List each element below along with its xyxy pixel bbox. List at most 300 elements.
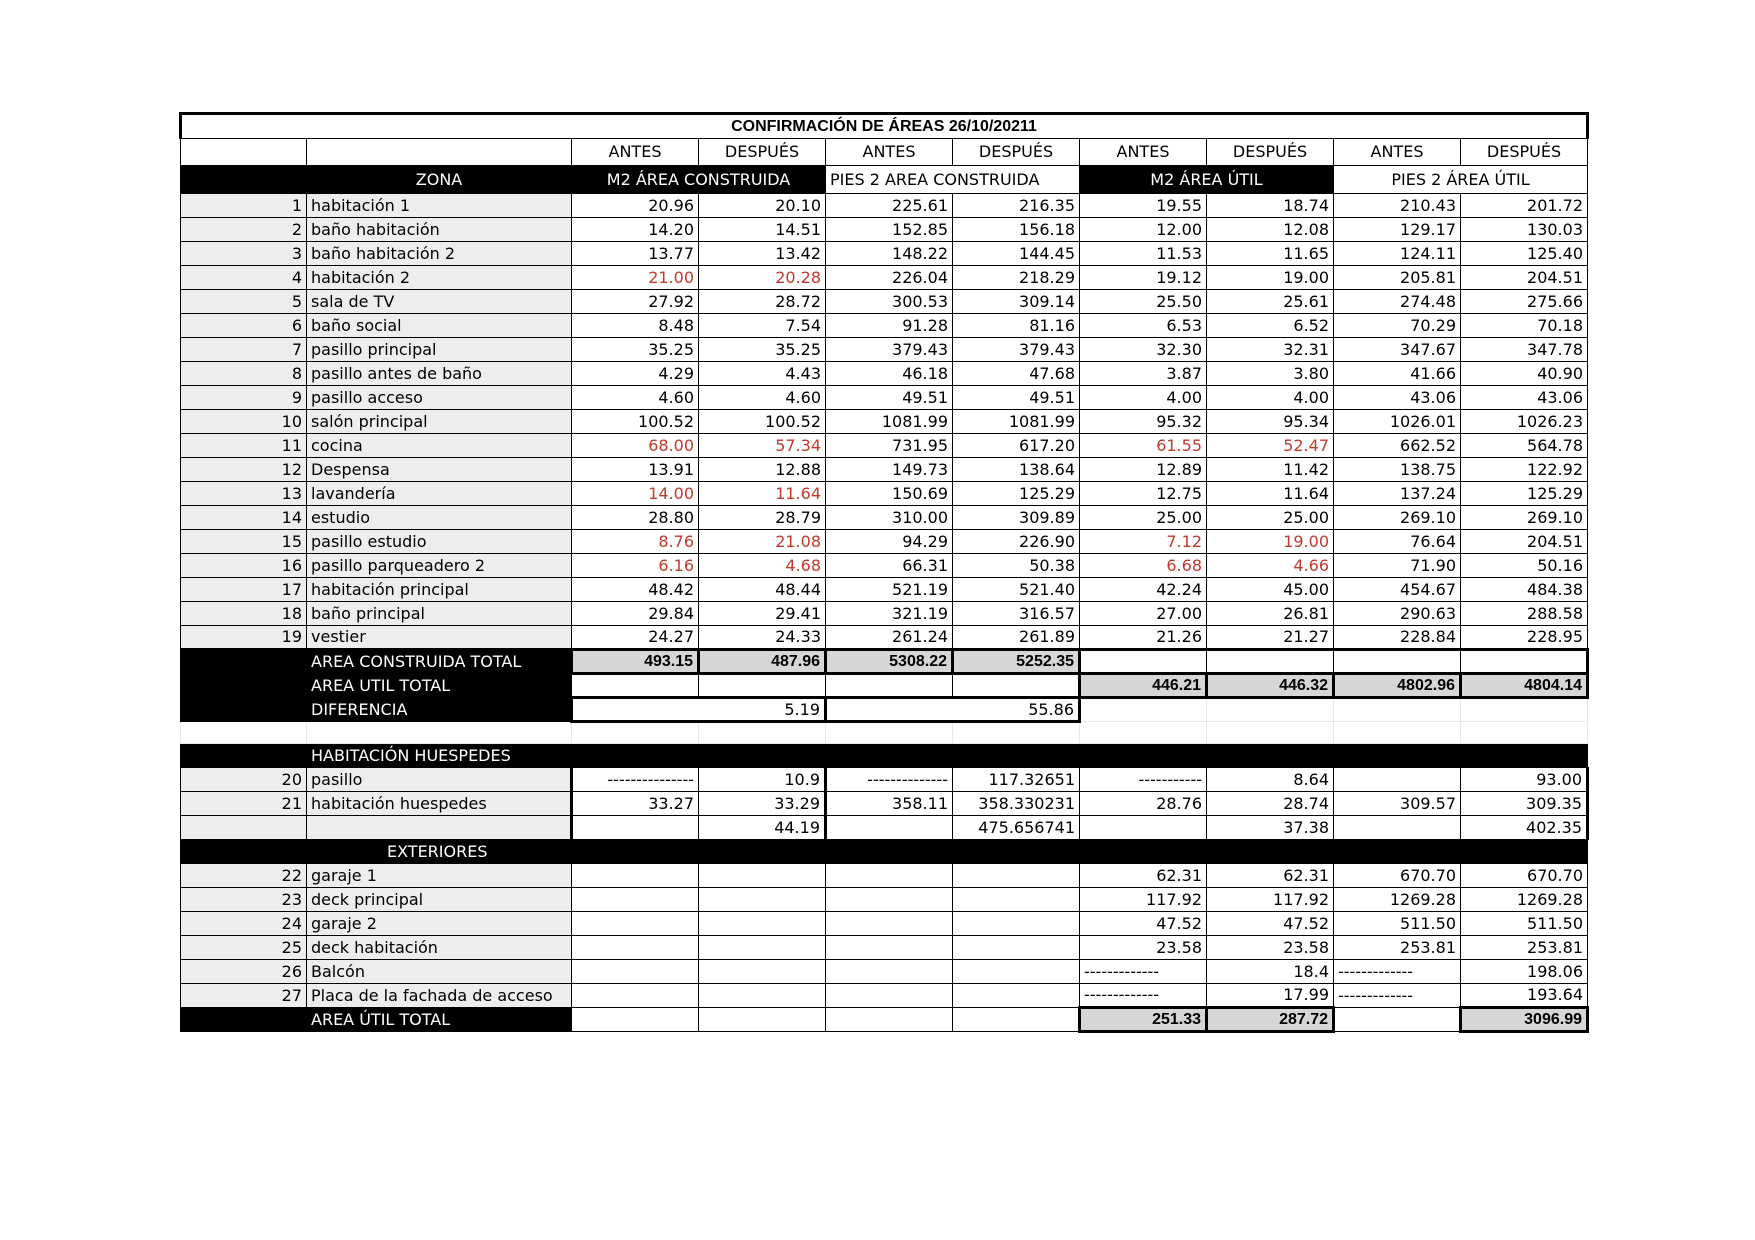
cell-m2util-despues: 8.64: [1207, 768, 1334, 792]
cell-piesutil-despues: 93.00: [1461, 768, 1588, 792]
header-despues: DESPUÉS: [1461, 139, 1588, 166]
cell-pies-antes: 66.31: [826, 554, 953, 578]
cell-m2-antes: 8.48: [572, 314, 699, 338]
cell-m2-despues: 100.52: [699, 410, 826, 434]
cell-m2util-despues: 18.4: [1207, 960, 1334, 984]
cell-piesutil-despues: 40.90: [1461, 362, 1588, 386]
table-row: [181, 554, 1588, 578]
row-number: 21: [181, 792, 307, 816]
cell-pies-antes: 49.51: [826, 386, 953, 410]
table-row: [181, 768, 1588, 792]
cell-m2-despues: [699, 912, 826, 936]
table-row: [181, 338, 1588, 362]
section-header-huespedes: [181, 744, 1588, 768]
empty-cell: [826, 674, 953, 698]
cell-pies-despues: 81.16: [953, 314, 1080, 338]
util-total-m2-antes: 446.21: [1080, 674, 1207, 698]
cell-pies-despues: 1081.99: [953, 410, 1080, 434]
zone-name: estudio: [307, 506, 572, 530]
cell-pies-antes: 379.43: [826, 338, 953, 362]
cell-m2-despues: [699, 936, 826, 960]
cell-m2util-antes: 12.00: [1080, 218, 1207, 242]
header-pies-util: PIES 2 ÁREA ÚTIL: [1334, 166, 1588, 194]
cell-m2-despues: 7.54: [699, 314, 826, 338]
cell-pies-antes: 148.22: [826, 242, 953, 266]
zone-name: pasillo principal: [307, 338, 572, 362]
cell-m2util-antes: 25.00: [1080, 506, 1207, 530]
table-row: [181, 530, 1588, 554]
zone-name: baño social: [307, 314, 572, 338]
cell-m2-despues: 24.33: [699, 626, 826, 650]
table-row: [181, 792, 1588, 816]
table-row: [181, 888, 1588, 912]
cell-m2-antes: 100.52: [572, 410, 699, 434]
cell-pies-despues: [953, 936, 1080, 960]
cell-m2util-antes: 32.30: [1080, 338, 1207, 362]
header-antes: ANTES: [572, 139, 699, 166]
table-row: [181, 242, 1588, 266]
cell-m2-antes: 28.80: [572, 506, 699, 530]
row-number: 22: [181, 864, 307, 888]
cell-m2util-despues: 19.00: [1207, 266, 1334, 290]
zone-name: deck principal: [307, 888, 572, 912]
empty-cell: [1461, 698, 1588, 722]
group-header-row: [181, 166, 1588, 194]
section-blank: [181, 840, 307, 864]
cell-m2-antes: 6.16: [572, 554, 699, 578]
table-row: [181, 434, 1588, 458]
diferencia-m2: 5.19: [572, 698, 826, 722]
cell-m2util-antes: -----------: [1080, 768, 1207, 792]
cell-m2-despues: 4.60: [699, 386, 826, 410]
row-number: 24: [181, 912, 307, 936]
cell-m2-antes: 27.92: [572, 290, 699, 314]
cell-piesutil-antes: 269.10: [1334, 506, 1461, 530]
cell-pies-despues: 309.14: [953, 290, 1080, 314]
cell-m2util-despues: 37.38: [1207, 816, 1334, 840]
empty-cell: [953, 1008, 1080, 1032]
cell-piesutil-antes: 124.11: [1334, 242, 1461, 266]
construida-total-m2-despues: 487.96: [699, 650, 826, 674]
cell-piesutil-despues: 1026.23: [1461, 410, 1588, 434]
cell-m2util-antes: -------------: [1080, 984, 1207, 1008]
cell-m2util-despues: 11.42: [1207, 458, 1334, 482]
cell-m2-antes: [572, 912, 699, 936]
cell-m2util-antes: 47.52: [1080, 912, 1207, 936]
empty-cell: [1461, 650, 1588, 674]
cell-piesutil-antes: 228.84: [1334, 626, 1461, 650]
cell-m2util-despues: 11.64: [1207, 482, 1334, 506]
cell-m2-despues: 44.19: [699, 816, 826, 840]
cell-pies-antes: 358.11: [826, 792, 953, 816]
cell-piesutil-despues: 125.40: [1461, 242, 1588, 266]
cell-piesutil-despues: 125.29: [1461, 482, 1588, 506]
table-row: [181, 912, 1588, 936]
cell-m2-despues: 28.72: [699, 290, 826, 314]
cell-m2util-despues: 6.52: [1207, 314, 1334, 338]
cell-piesutil-despues: 309.35: [1461, 792, 1588, 816]
header-antes: ANTES: [1080, 139, 1207, 166]
empty-cell: [1080, 698, 1207, 722]
zone-name: pasillo: [307, 768, 572, 792]
cell-pies-antes: 150.69: [826, 482, 953, 506]
cell-piesutil-despues: 204.51: [1461, 530, 1588, 554]
cell-piesutil-antes: 1026.01: [1334, 410, 1461, 434]
cell-pies-antes: 521.19: [826, 578, 953, 602]
cell-piesutil-antes: 129.17: [1334, 218, 1461, 242]
empty-cell: [699, 674, 826, 698]
cell-m2util-antes: 12.75: [1080, 482, 1207, 506]
cell-m2util-antes: 3.87: [1080, 362, 1207, 386]
cell-piesutil-antes: 670.70: [1334, 864, 1461, 888]
cell-pies-antes: 226.04: [826, 266, 953, 290]
cell-m2util-despues: 4.66: [1207, 554, 1334, 578]
cell-m2util-despues: 21.27: [1207, 626, 1334, 650]
cell-pies-antes: [826, 864, 953, 888]
cell-piesutil-antes: 210.43: [1334, 194, 1461, 218]
cell-m2util-antes: 12.89: [1080, 458, 1207, 482]
cell-m2util-antes: 28.76: [1080, 792, 1207, 816]
cell-pies-despues: 125.29: [953, 482, 1080, 506]
cell-m2-antes: 13.77: [572, 242, 699, 266]
cell-pies-despues: 216.35: [953, 194, 1080, 218]
section-header-exteriores: [181, 840, 1588, 864]
cell-piesutil-despues: 193.64: [1461, 984, 1588, 1008]
empty-cell: [1334, 698, 1461, 722]
zone-name: pasillo parqueadero 2: [307, 554, 572, 578]
zone-name: habitación 2: [307, 266, 572, 290]
cell-m2util-despues: 26.81: [1207, 602, 1334, 626]
cell-pies-antes: 731.95: [826, 434, 953, 458]
cell-m2-despues: 21.08: [699, 530, 826, 554]
zone-name: pasillo estudio: [307, 530, 572, 554]
cell-m2-despues: 4.68: [699, 554, 826, 578]
cell-m2util-antes: 117.92: [1080, 888, 1207, 912]
cell-pies-despues: [953, 984, 1080, 1008]
table-row: [181, 266, 1588, 290]
cell-piesutil-antes: 41.66: [1334, 362, 1461, 386]
cell-m2-antes: 14.20: [572, 218, 699, 242]
table-row: [181, 482, 1588, 506]
cell-m2util-antes: 6.53: [1080, 314, 1207, 338]
cell-piesutil-antes: 347.67: [1334, 338, 1461, 362]
zone-name: deck habitación: [307, 936, 572, 960]
cell-pies-despues: 138.64: [953, 458, 1080, 482]
row-number: 4: [181, 266, 307, 290]
diferencia-label: DIFERENCIA: [307, 698, 572, 722]
cell-m2util-despues: 18.74: [1207, 194, 1334, 218]
cell-m2util-despues: 32.31: [1207, 338, 1334, 362]
zone-name: baño habitación 2: [307, 242, 572, 266]
cell-pies-antes: 310.00: [826, 506, 953, 530]
cell-piesutil-antes: 274.48: [1334, 290, 1461, 314]
cell-pies-antes: 1081.99: [826, 410, 953, 434]
cell-pies-despues: 50.38: [953, 554, 1080, 578]
total-blank: [181, 1008, 307, 1032]
empty-cell: [1334, 1008, 1461, 1032]
cell-m2util-antes: 61.55: [1080, 434, 1207, 458]
cell-piesutil-antes: -------------: [1334, 960, 1461, 984]
construida-total-row: [181, 650, 1588, 674]
zone-name: pasillo antes de baño: [307, 362, 572, 386]
exteriores-total-label: AREA ÚTIL TOTAL: [307, 1008, 572, 1032]
cell-piesutil-despues: 564.78: [1461, 434, 1588, 458]
cell-m2util-antes: 4.00: [1080, 386, 1207, 410]
cell-m2-despues: 35.25: [699, 338, 826, 362]
cell-m2util-antes: -------------: [1080, 960, 1207, 984]
row-number: 1: [181, 194, 307, 218]
cell-m2util-antes: 27.00: [1080, 602, 1207, 626]
header-pies-construida: PIES 2 AREA CONSTRUIDA: [826, 166, 1080, 194]
cell-m2-despues: 20.10: [699, 194, 826, 218]
cell-pies-antes: [826, 888, 953, 912]
cell-pies-antes: 94.29: [826, 530, 953, 554]
zone-name: garaje 2: [307, 912, 572, 936]
cell-pies-despues: 358.330231: [953, 792, 1080, 816]
zone-name: cocina: [307, 434, 572, 458]
cell-m2util-antes: 7.12: [1080, 530, 1207, 554]
cell-pies-despues: 521.40: [953, 578, 1080, 602]
cell-pies-despues: 309.89: [953, 506, 1080, 530]
cell-m2util-antes: 42.24: [1080, 578, 1207, 602]
cell-m2util-despues: 4.00: [1207, 386, 1334, 410]
cell-pies-antes: 300.53: [826, 290, 953, 314]
row-number: 25: [181, 936, 307, 960]
table-row: [181, 960, 1588, 984]
empty-cell: [1334, 650, 1461, 674]
cell-m2-antes: 68.00: [572, 434, 699, 458]
cell-m2util-despues: 12.08: [1207, 218, 1334, 242]
table-row: [181, 864, 1588, 888]
cell-pies-antes: 149.73: [826, 458, 953, 482]
cell-m2-antes: 8.76: [572, 530, 699, 554]
areas-table: [179, 112, 1589, 1033]
table-row: [181, 314, 1588, 338]
header-despues: DESPUÉS: [699, 139, 826, 166]
cell-piesutil-despues: 130.03: [1461, 218, 1588, 242]
empty-cell: [1207, 650, 1334, 674]
cell-m2-antes: 20.96: [572, 194, 699, 218]
util-total-row: [181, 674, 1588, 698]
cell-piesutil-despues: 511.50: [1461, 912, 1588, 936]
zone-name: habitación 1: [307, 194, 572, 218]
util-total-m2-despues: 446.32: [1207, 674, 1334, 698]
cell-piesutil-despues: 201.72: [1461, 194, 1588, 218]
construida-total-pies-antes: 5308.22: [826, 650, 953, 674]
zone-name: Despensa: [307, 458, 572, 482]
cell-m2-antes: 35.25: [572, 338, 699, 362]
cell-pies-despues: 617.20: [953, 434, 1080, 458]
cell-m2-antes: 29.84: [572, 602, 699, 626]
cell-piesutil-antes: 1269.28: [1334, 888, 1461, 912]
cell-m2util-despues: 117.92: [1207, 888, 1334, 912]
cell-m2-antes: [572, 960, 699, 984]
cell-m2-antes: 4.60: [572, 386, 699, 410]
cell-piesutil-antes: 662.52: [1334, 434, 1461, 458]
header-antes: ANTES: [1334, 139, 1461, 166]
table-row: [181, 290, 1588, 314]
row-number: 9: [181, 386, 307, 410]
exteriores-total-row: [181, 1008, 1588, 1032]
exteriores-total-pies-despues: 3096.99: [1461, 1008, 1588, 1032]
section-blank: [181, 744, 307, 768]
row-number: 13: [181, 482, 307, 506]
cell-m2-despues: 4.43: [699, 362, 826, 386]
cell-m2util-despues: 25.00: [1207, 506, 1334, 530]
row-number: 18: [181, 602, 307, 626]
zone-name: baño principal: [307, 602, 572, 626]
cell-piesutil-despues: 204.51: [1461, 266, 1588, 290]
cell-pies-despues: 475.656741: [953, 816, 1080, 840]
cell-piesutil-despues: 43.06: [1461, 386, 1588, 410]
construida-total-pies-despues: 5252.35: [953, 650, 1080, 674]
table-row: [181, 984, 1588, 1008]
table-row: [181, 194, 1588, 218]
row-number: 3: [181, 242, 307, 266]
table-title: CONFIRMACIÓN DE ÁREAS 26/10/20211: [181, 114, 1588, 139]
diferencia-row: [181, 698, 1588, 722]
row-number: 19: [181, 626, 307, 650]
construida-total-label: AREA CONSTRUIDA TOTAL: [307, 650, 572, 674]
cell-pies-antes: 261.24: [826, 626, 953, 650]
cell-m2-antes: 21.00: [572, 266, 699, 290]
cell-m2util-despues: 19.00: [1207, 530, 1334, 554]
cell-m2-despues: [699, 888, 826, 912]
header-antes: ANTES: [826, 139, 953, 166]
table-row: [181, 410, 1588, 434]
row-number: [181, 816, 307, 840]
total-blank: [181, 698, 307, 722]
util-total-pies-antes: 4802.96: [1334, 674, 1461, 698]
zone-name: salón principal: [307, 410, 572, 434]
cell-pies-despues: [953, 864, 1080, 888]
row-number: 6: [181, 314, 307, 338]
row-number: 14: [181, 506, 307, 530]
zone-name: Balcón: [307, 960, 572, 984]
cell-m2util-antes: 23.58: [1080, 936, 1207, 960]
cell-m2util-despues: 47.52: [1207, 912, 1334, 936]
cell-piesutil-antes: 253.81: [1334, 936, 1461, 960]
cell-pies-despues: 226.90: [953, 530, 1080, 554]
cell-pies-despues: 144.45: [953, 242, 1080, 266]
cell-m2util-despues: 28.74: [1207, 792, 1334, 816]
cell-m2-antes: [572, 888, 699, 912]
table-row: [181, 602, 1588, 626]
cell-m2util-despues: 3.80: [1207, 362, 1334, 386]
cell-pies-despues: 156.18: [953, 218, 1080, 242]
subheader-row: [181, 139, 1588, 166]
cell-pies-antes: [826, 984, 953, 1008]
cell-m2util-despues: 95.34: [1207, 410, 1334, 434]
cell-m2util-antes: 11.53: [1080, 242, 1207, 266]
empty-cell: [699, 1008, 826, 1032]
zone-name: Placa de la fachada de acceso: [307, 984, 572, 1008]
cell-piesutil-antes: 43.06: [1334, 386, 1461, 410]
empty-cell: [572, 674, 699, 698]
zone-name: lavandería: [307, 482, 572, 506]
cell-m2-despues: [699, 864, 826, 888]
cell-pies-antes: [826, 936, 953, 960]
table-row: [181, 386, 1588, 410]
cell-pies-antes: 152.85: [826, 218, 953, 242]
table-row: [181, 626, 1588, 650]
row-number: 15: [181, 530, 307, 554]
cell-m2util-antes: 62.31: [1080, 864, 1207, 888]
row-number: 27: [181, 984, 307, 1008]
cell-m2-despues: 11.64: [699, 482, 826, 506]
cell-m2-despues: 33.29: [699, 792, 826, 816]
empty-cell: [1080, 650, 1207, 674]
cell-m2util-despues: 52.47: [1207, 434, 1334, 458]
cell-piesutil-despues: 1269.28: [1461, 888, 1588, 912]
cell-m2-despues: 13.42: [699, 242, 826, 266]
cell-m2-antes: 13.91: [572, 458, 699, 482]
cell-m2-despues: [699, 984, 826, 1008]
spacer-row: [181, 722, 1588, 744]
row-number: 12: [181, 458, 307, 482]
zone-name: habitación principal: [307, 578, 572, 602]
exteriores-total-m2-antes: 251.33: [1080, 1008, 1207, 1032]
cell-m2-antes: 33.27: [572, 792, 699, 816]
cell-pies-antes: [826, 816, 953, 840]
cell-pies-antes: 321.19: [826, 602, 953, 626]
cell-pies-antes: 225.61: [826, 194, 953, 218]
cell-piesutil-despues: 288.58: [1461, 602, 1588, 626]
total-blank: [181, 674, 307, 698]
cell-m2-despues: [699, 960, 826, 984]
cell-m2util-antes: 19.55: [1080, 194, 1207, 218]
cell-piesutil-antes: 309.57: [1334, 792, 1461, 816]
util-total-label: AREA UTIL TOTAL: [307, 674, 572, 698]
cell-piesutil-despues: 70.18: [1461, 314, 1588, 338]
title-row: [181, 114, 1588, 139]
table-row: [181, 362, 1588, 386]
huespedes-rows: [181, 768, 1588, 840]
cell-piesutil-antes: -------------: [1334, 984, 1461, 1008]
empty-cell: [572, 1008, 699, 1032]
cell-m2util-despues: 17.99: [1207, 984, 1334, 1008]
cell-pies-despues: [953, 888, 1080, 912]
cell-piesutil-despues: 228.95: [1461, 626, 1588, 650]
cell-m2util-despues: 62.31: [1207, 864, 1334, 888]
util-total-pies-despues: 4804.14: [1461, 674, 1588, 698]
cell-m2-antes: [572, 864, 699, 888]
cell-piesutil-antes: 76.64: [1334, 530, 1461, 554]
cell-piesutil-despues: 484.38: [1461, 578, 1588, 602]
cell-piesutil-antes: 70.29: [1334, 314, 1461, 338]
cell-m2-antes: 48.42: [572, 578, 699, 602]
header-blank: [307, 139, 572, 166]
row-number: 16: [181, 554, 307, 578]
cell-m2-despues: 14.51: [699, 218, 826, 242]
cell-m2-despues: 57.34: [699, 434, 826, 458]
cell-m2-antes: [572, 984, 699, 1008]
row-number: 17: [181, 578, 307, 602]
cell-m2-antes: 24.27: [572, 626, 699, 650]
empty-cell: [826, 1008, 953, 1032]
header-zona: ZONA: [307, 166, 572, 194]
row-number: 26: [181, 960, 307, 984]
table-row: [181, 458, 1588, 482]
cell-m2util-antes: 25.50: [1080, 290, 1207, 314]
cell-piesutil-despues: 670.70: [1461, 864, 1588, 888]
cell-pies-despues: 218.29: [953, 266, 1080, 290]
section-label-huespedes: HABITACIÓN HUESPEDES: [307, 744, 1588, 768]
cell-piesutil-despues: 122.92: [1461, 458, 1588, 482]
cell-piesutil-antes: [1334, 768, 1461, 792]
cell-piesutil-antes: 290.63: [1334, 602, 1461, 626]
cell-pies-antes: --------------: [826, 768, 953, 792]
